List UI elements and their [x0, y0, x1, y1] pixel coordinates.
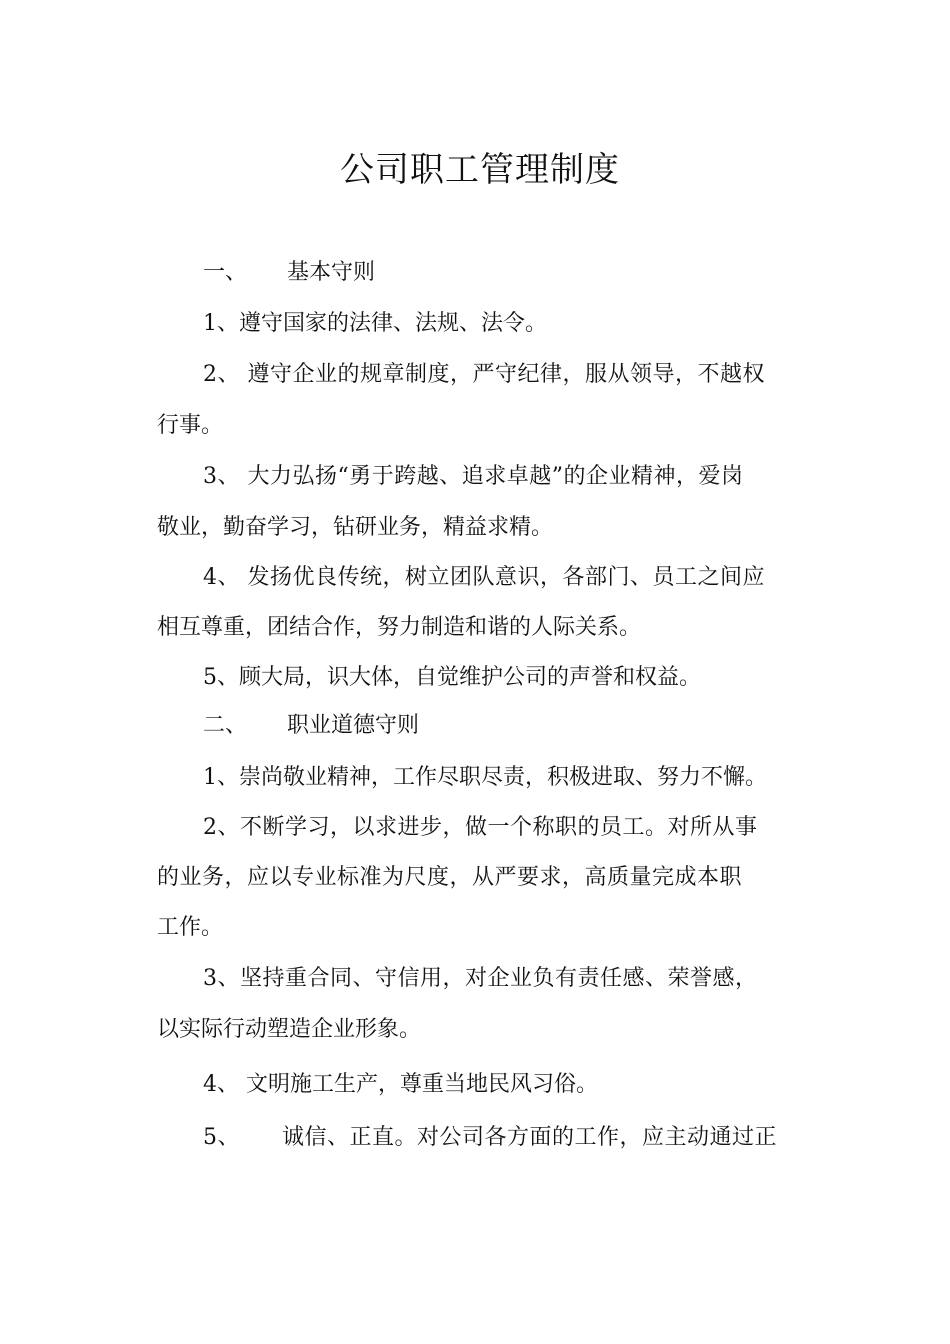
paragraph-line: 2、 遵守企业的规章制度，严守纪律，服从领导，不越权: [203, 362, 765, 387]
paragraph-line: 相互尊重，团结合作，努力制造和谐的人际关系。: [157, 615, 642, 640]
paragraph-line: 4、 文明施工生产，尊重当地民风习俗。: [203, 1072, 598, 1097]
paragraph-line: 行事。: [157, 413, 224, 438]
section-number: 二、: [203, 713, 248, 738]
item-text: 诚信、正直。对公司各方面的工作，应主动通过正: [282, 1125, 778, 1150]
paragraph-line: 3、坚持重合同、守信用，对企业负有责任感、荣誉感，: [203, 966, 758, 991]
paragraph-line: 2、不断学习，以求进步，做一个称职的员工。对所从事: [203, 815, 758, 840]
paragraph-line: 的业务，应以专业标准为尺度，从严要求，高质量完成本职: [157, 865, 743, 890]
paragraph-line: 1、遵守国家的法律、法规、法令。: [203, 311, 547, 336]
paragraph-line: 5、顾大局，识大体，自觉维护公司的声誉和权益。: [203, 665, 701, 690]
section-heading-text: 职业道德守则: [287, 713, 420, 738]
item-number: 5、: [203, 1125, 240, 1150]
section-heading-professional-ethics: [203, 711, 419, 741]
paragraph-line: 敬业，勤奋学习，钻研业务，精益求精。: [157, 515, 554, 540]
paragraph-line-item5: [203, 1123, 777, 1153]
paragraph-line: 工作。: [157, 915, 224, 940]
section-number: 一、: [203, 260, 248, 285]
paragraph-line: 4、 发扬优良传统，树立团队意识，各部门、员工之间应: [203, 565, 765, 590]
paragraph-line: 以实际行动塑造企业形象。: [157, 1017, 422, 1042]
paragraph-line: 1、崇尚敬业精神，工作尽职尽责，积极进取、努力不懈。: [203, 765, 767, 790]
document-title: 公司职工管理制度: [340, 150, 620, 190]
section-heading-basic-rules: [203, 258, 375, 288]
paragraph-line: 3、 大力弘扬“勇于跨越、追求卓越”的企业精神，爱岗: [203, 464, 744, 489]
section-heading-text: 基本守则: [287, 260, 376, 285]
